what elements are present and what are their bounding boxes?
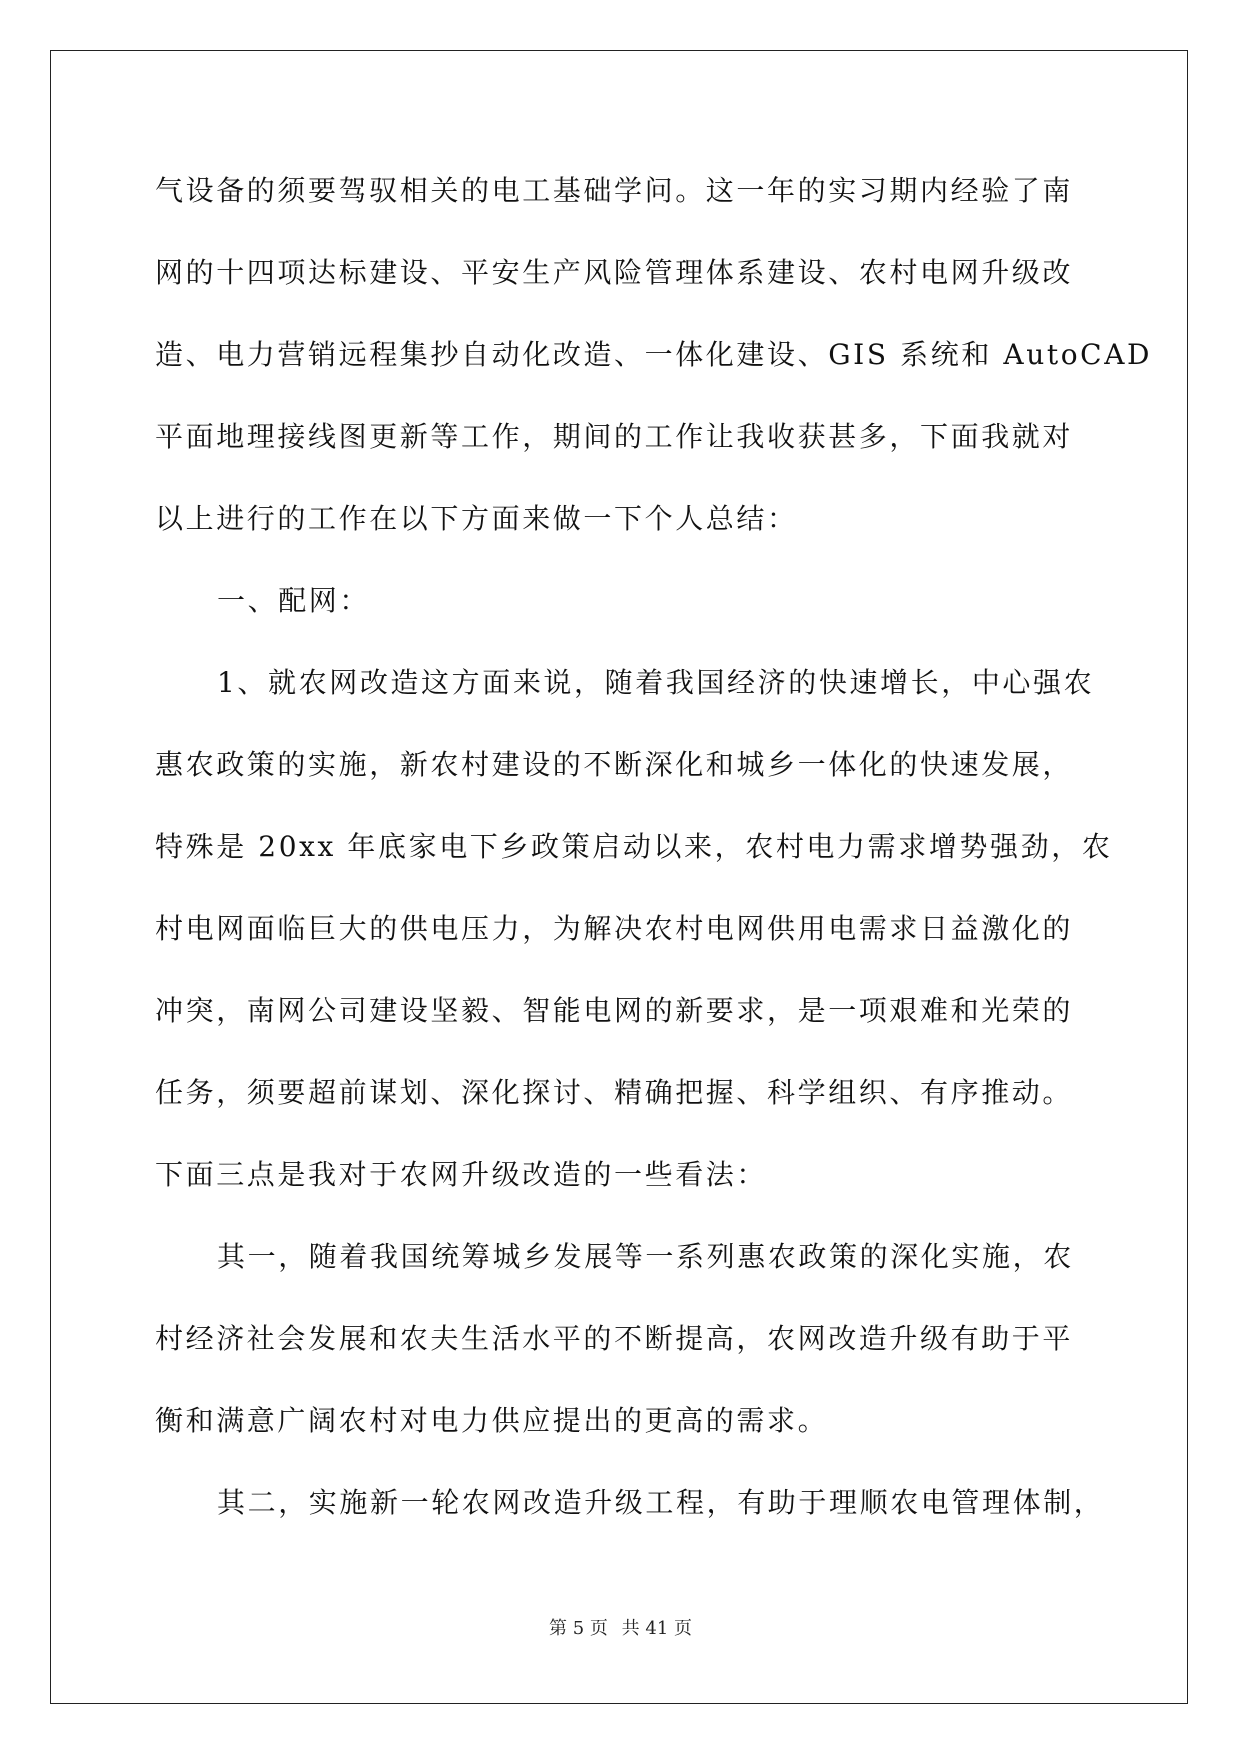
text-line: 其一，随着我国统筹城乡发展等一系列惠农政策的深化实施，农 [217,1240,1074,1273]
text-line: 任务，须要超前谋划、深化探讨、精确把握、科学组织、有序推动。 [155,1076,1074,1109]
text-line: 衡和满意广阔农村对电力供应提出的更高的需求。 [155,1404,829,1437]
text-line: 冲突，南网公司建设坚毅、智能电网的新要求，是一项艰难和光荣的 [155,994,1074,1027]
section-heading: 一、配网： [217,584,371,617]
page-footer [0,1614,1241,1640]
text-line: 1、就农网改造这方面来说，随着我国经济的快速增长，中心强农 [217,666,1095,699]
page-number: 第 5 页 [549,1618,608,1639]
text-line: 村电网面临巨大的供电压力，为解决农村电网供用电需求日益激化的 [155,912,1074,945]
page-total: 共 41 页 [621,1618,692,1639]
text-line: 网的十四项达标建设、平安生产风险管理体系建设、农村电网升级改 [155,256,1074,289]
text-line: 特殊是 20xx 年底家电下乡政策启动以来，农村电力需求增势强劲，农 [155,830,1113,863]
text-line: 造、电力营销远程集抄自动化改造、一体化建设、GIS 系统和 AutoCAD [155,338,1153,371]
text-line: 村经济社会发展和农夫生活水平的不断提高，农网改造升级有助于平 [155,1322,1074,1355]
text-line: 气设备的须要驾驭相关的电工基础学问。这一年的实习期内经验了南 [155,174,1074,207]
text-line: 平面地理接线图更新等工作，期间的工作让我收获甚多，下面我就对 [155,420,1074,453]
text-line: 以上进行的工作在以下方面来做一下个人总结： [155,502,798,535]
text-line: 下面三点是我对于农网升级改造的一些看法： [155,1158,768,1191]
document-body [155,160,1153,1554]
text-line: 其二，实施新一轮农网改造升级工程，有助于理顺农电管理体制， [217,1486,1105,1519]
text-line: 惠农政策的实施，新农村建设的不断深化和城乡一体化的快速发展， [155,748,1074,781]
